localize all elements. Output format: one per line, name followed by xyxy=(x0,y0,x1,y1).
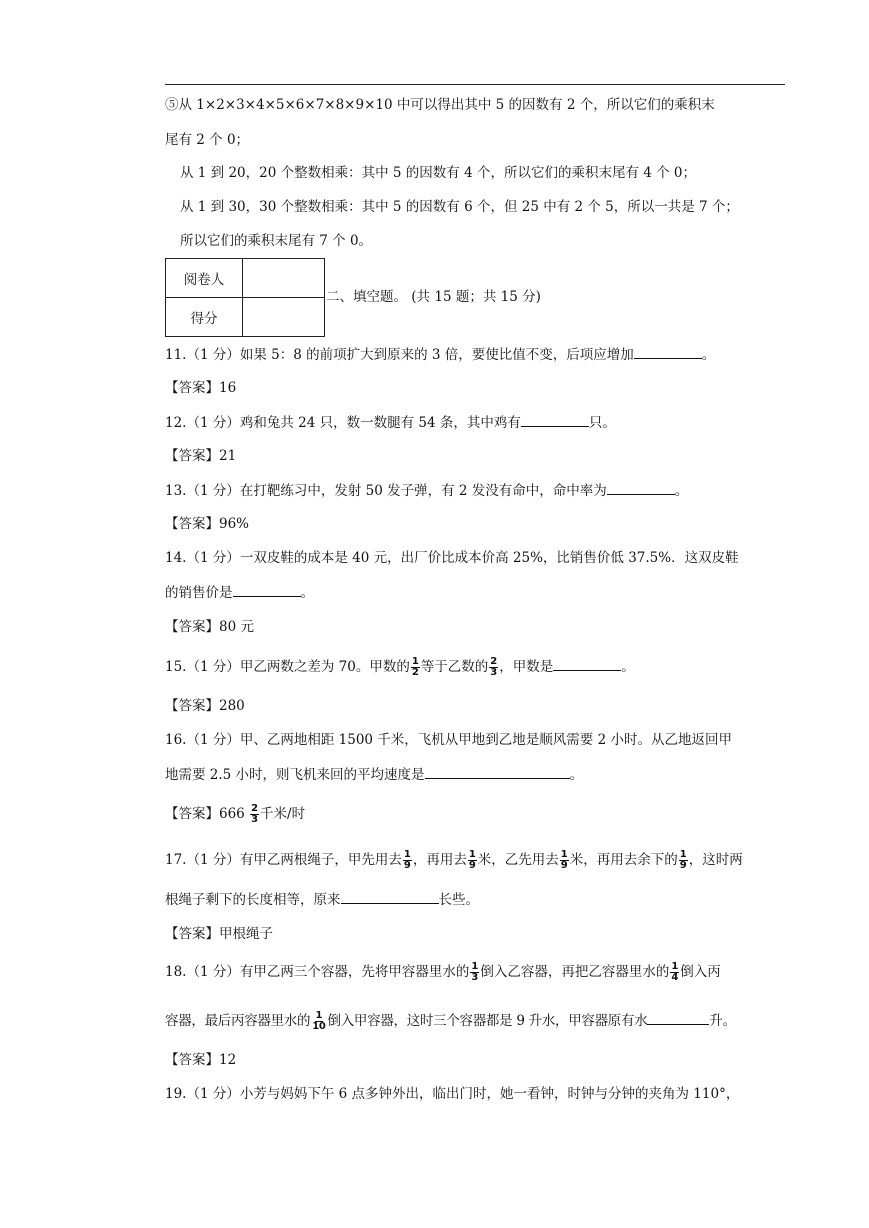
fraction-numerator: 1 xyxy=(468,849,476,860)
question-15-end: 。 xyxy=(621,659,635,675)
fraction xyxy=(679,850,688,871)
question-18-line-2 xyxy=(165,1010,736,1032)
answer-value: 666 xyxy=(219,806,245,822)
answer-label: 【答案】 xyxy=(165,806,219,822)
fraction-numerator: 1 xyxy=(560,849,568,860)
answer-label: 【答案】 xyxy=(165,380,219,396)
question-16-text: 地需要 2.5 小时，则飞机来回的平均速度是 xyxy=(165,767,425,783)
question-13-end: 。 xyxy=(674,483,689,499)
answer-label: 【答案】 xyxy=(165,448,219,464)
answer-blank xyxy=(634,344,702,359)
question-17-line-1 xyxy=(165,850,743,871)
fraction xyxy=(403,850,412,871)
question-14-end: 。 xyxy=(300,585,314,601)
answer-blank xyxy=(341,889,439,904)
fraction-numerator: 1 xyxy=(315,1010,323,1021)
fraction-denominator: 3 xyxy=(471,972,479,983)
score-label: 得分 xyxy=(166,298,243,337)
answer-blank xyxy=(521,412,589,427)
answer-label: 【答案】 xyxy=(165,516,219,532)
answer-label: 【答案】 xyxy=(165,926,219,942)
fraction xyxy=(311,1011,326,1032)
header-rule xyxy=(165,84,785,85)
answer-blank xyxy=(553,656,621,671)
answer-value: 21 xyxy=(219,448,237,464)
question-16-line-1: 16.（1 分）甲、乙两地相距 1500 千米，飞机从甲地到乙地是顺风需要 2 小时。从乙地返回甲 xyxy=(165,732,732,748)
question-16-end: 。 xyxy=(569,767,584,783)
fraction-denominator: 9 xyxy=(468,860,476,871)
fraction xyxy=(560,850,569,871)
fraction xyxy=(250,804,259,825)
question-12 xyxy=(165,412,616,433)
question-17-text: 17.（1 分）有甲乙两根绳子，甲先用去 xyxy=(165,852,402,868)
question-14-line-2 xyxy=(165,582,314,603)
question-18-text: 容器，最后丙容器里水的 xyxy=(165,1013,311,1029)
answer-14 xyxy=(165,617,254,637)
answer-unit: 千米/时 xyxy=(260,806,306,822)
fraction-denominator: 4 xyxy=(671,972,679,983)
question-18-end: 升。 xyxy=(709,1013,736,1029)
answer-11 xyxy=(165,378,236,398)
answer-15 xyxy=(165,696,245,716)
reviewer-label: 阅卷人 xyxy=(166,259,243,298)
answer-17 xyxy=(165,924,273,944)
question-17-line-2 xyxy=(165,889,479,910)
reviewer-value-cell xyxy=(243,259,325,298)
fraction-denominator: 9 xyxy=(560,860,568,871)
question-17-text: 米，再用去余下的 xyxy=(569,852,678,868)
question-11-text: 11.（1 分）如果 5：8 的前项扩大到原来的 3 倍，要使比值不变，后项应增加 xyxy=(165,347,634,363)
answer-value: 96% xyxy=(219,516,250,532)
fraction-numerator: 1 xyxy=(671,961,679,972)
question-13-text: 13.（1 分）在打靶练习中，发射 50 发子弹，有 2 发没有命中，命中率为 xyxy=(165,483,607,499)
question-12-text: 12.（1 分）鸡和兔共 24 只，数一数腿有 54 条，其中鸡有 xyxy=(165,415,521,431)
answer-blank xyxy=(607,480,675,495)
question-17-end: 长些。 xyxy=(438,892,479,908)
answer-value: 280 xyxy=(219,698,245,714)
question-14-line-1: 14.（1 分）一双皮鞋的成本是 40 元，出厂价比成本价高 25%，比销售价低 37.5%．这双皮鞋 xyxy=(165,550,739,566)
note-line-4: 从 1 到 30，30 个整数相乘：其中 5 的因数有 6 个，但 25 中有 2 个 5，所以一共是 7 个； xyxy=(180,199,739,215)
question-15-text: 等于乙数的 xyxy=(420,659,489,675)
fraction xyxy=(468,850,477,871)
section-title: 二、填空题。 (共 15 题；共 15 分) xyxy=(326,289,541,305)
question-13 xyxy=(165,480,688,501)
fraction-numerator: 1 xyxy=(403,849,411,860)
answer-blank xyxy=(425,764,570,779)
fraction xyxy=(489,657,498,678)
note-line-1: ⑤从 1×2×3×4×5×6×7×8×9×10 中可以得出其中 5 的因数有 2 个，所以它们的乘积末 xyxy=(165,97,715,113)
question-17-text: ，这时两 xyxy=(688,852,743,868)
answer-18 xyxy=(165,1050,236,1070)
question-17-text: ，再用去 xyxy=(412,852,467,868)
question-17-text: 米，乙先用去 xyxy=(477,852,559,868)
question-18-text: 倒入丙 xyxy=(680,964,721,980)
answer-16 xyxy=(165,804,305,825)
answer-13 xyxy=(165,514,249,534)
fraction-denominator: 3 xyxy=(490,667,498,678)
score-table xyxy=(165,258,325,337)
answer-value: 16 xyxy=(219,380,237,396)
fraction-denominator: 9 xyxy=(403,860,411,871)
fraction xyxy=(470,962,479,983)
fraction-denominator: 3 xyxy=(251,814,259,825)
score-value-cell xyxy=(243,298,325,337)
question-18-text: 倒入甲容器，这时三个容器都是 9 升水，甲容器原有水 xyxy=(327,1013,648,1029)
question-14-text: 的销售价是 xyxy=(165,585,233,601)
question-18-line-1 xyxy=(165,962,721,983)
question-11 xyxy=(165,344,715,365)
question-11-end: 。 xyxy=(701,347,716,363)
answer-label: 【答案】 xyxy=(165,1052,219,1068)
question-15-text: ，甲数是 xyxy=(499,659,554,675)
fraction-denominator: 9 xyxy=(679,860,687,871)
answer-value: 80 元 xyxy=(219,619,254,635)
question-19-line-1: 19.（1 分）小芳与妈妈下午 6 点多钟外出，临出门时，她一看钟，时钟与分钟的夹角为 110°， xyxy=(165,1086,740,1102)
fraction xyxy=(670,962,679,983)
fraction-denominator: 10 xyxy=(312,1021,326,1032)
fraction xyxy=(411,657,420,678)
note-line-3: 从 1 到 20，20 个整数相乘：其中 5 的因数有 4 个，所以它们的乘积末尾有 4 个 0； xyxy=(180,165,697,181)
question-18-text: 倒入乙容器，再把乙容器里水的 xyxy=(480,964,670,980)
question-18-text: 18.（1 分）有甲乙两三个容器，先将甲容器里水的 xyxy=(165,964,470,980)
note-line-5: 所以它们的乘积末尾有 7 个 0。 xyxy=(180,233,373,249)
fraction-numerator: 1 xyxy=(411,656,419,667)
note-line-2: 尾有 2 个 0； xyxy=(165,132,250,148)
fraction-numerator: 2 xyxy=(490,656,498,667)
answer-value: 12 xyxy=(219,1052,237,1068)
fraction-denominator: 2 xyxy=(411,667,419,678)
answer-blank xyxy=(233,582,301,597)
answer-blank xyxy=(647,1010,709,1025)
question-16-line-2 xyxy=(165,764,583,785)
answer-12 xyxy=(165,446,236,466)
question-17-text: 根绳子剩下的长度相等，原来 xyxy=(165,892,341,908)
answer-label: 【答案】 xyxy=(165,698,219,714)
question-15-text: 15.（1 分）甲乙两数之差为 70。甲数的 xyxy=(165,659,410,675)
answer-label: 【答案】 xyxy=(165,619,219,635)
fraction-numerator: 1 xyxy=(679,849,687,860)
question-12-end: 只。 xyxy=(588,415,616,431)
answer-value: 甲根绳子 xyxy=(219,926,273,942)
fraction-numerator: 2 xyxy=(251,803,259,814)
question-15 xyxy=(165,656,635,678)
fraction-numerator: 1 xyxy=(471,961,479,972)
